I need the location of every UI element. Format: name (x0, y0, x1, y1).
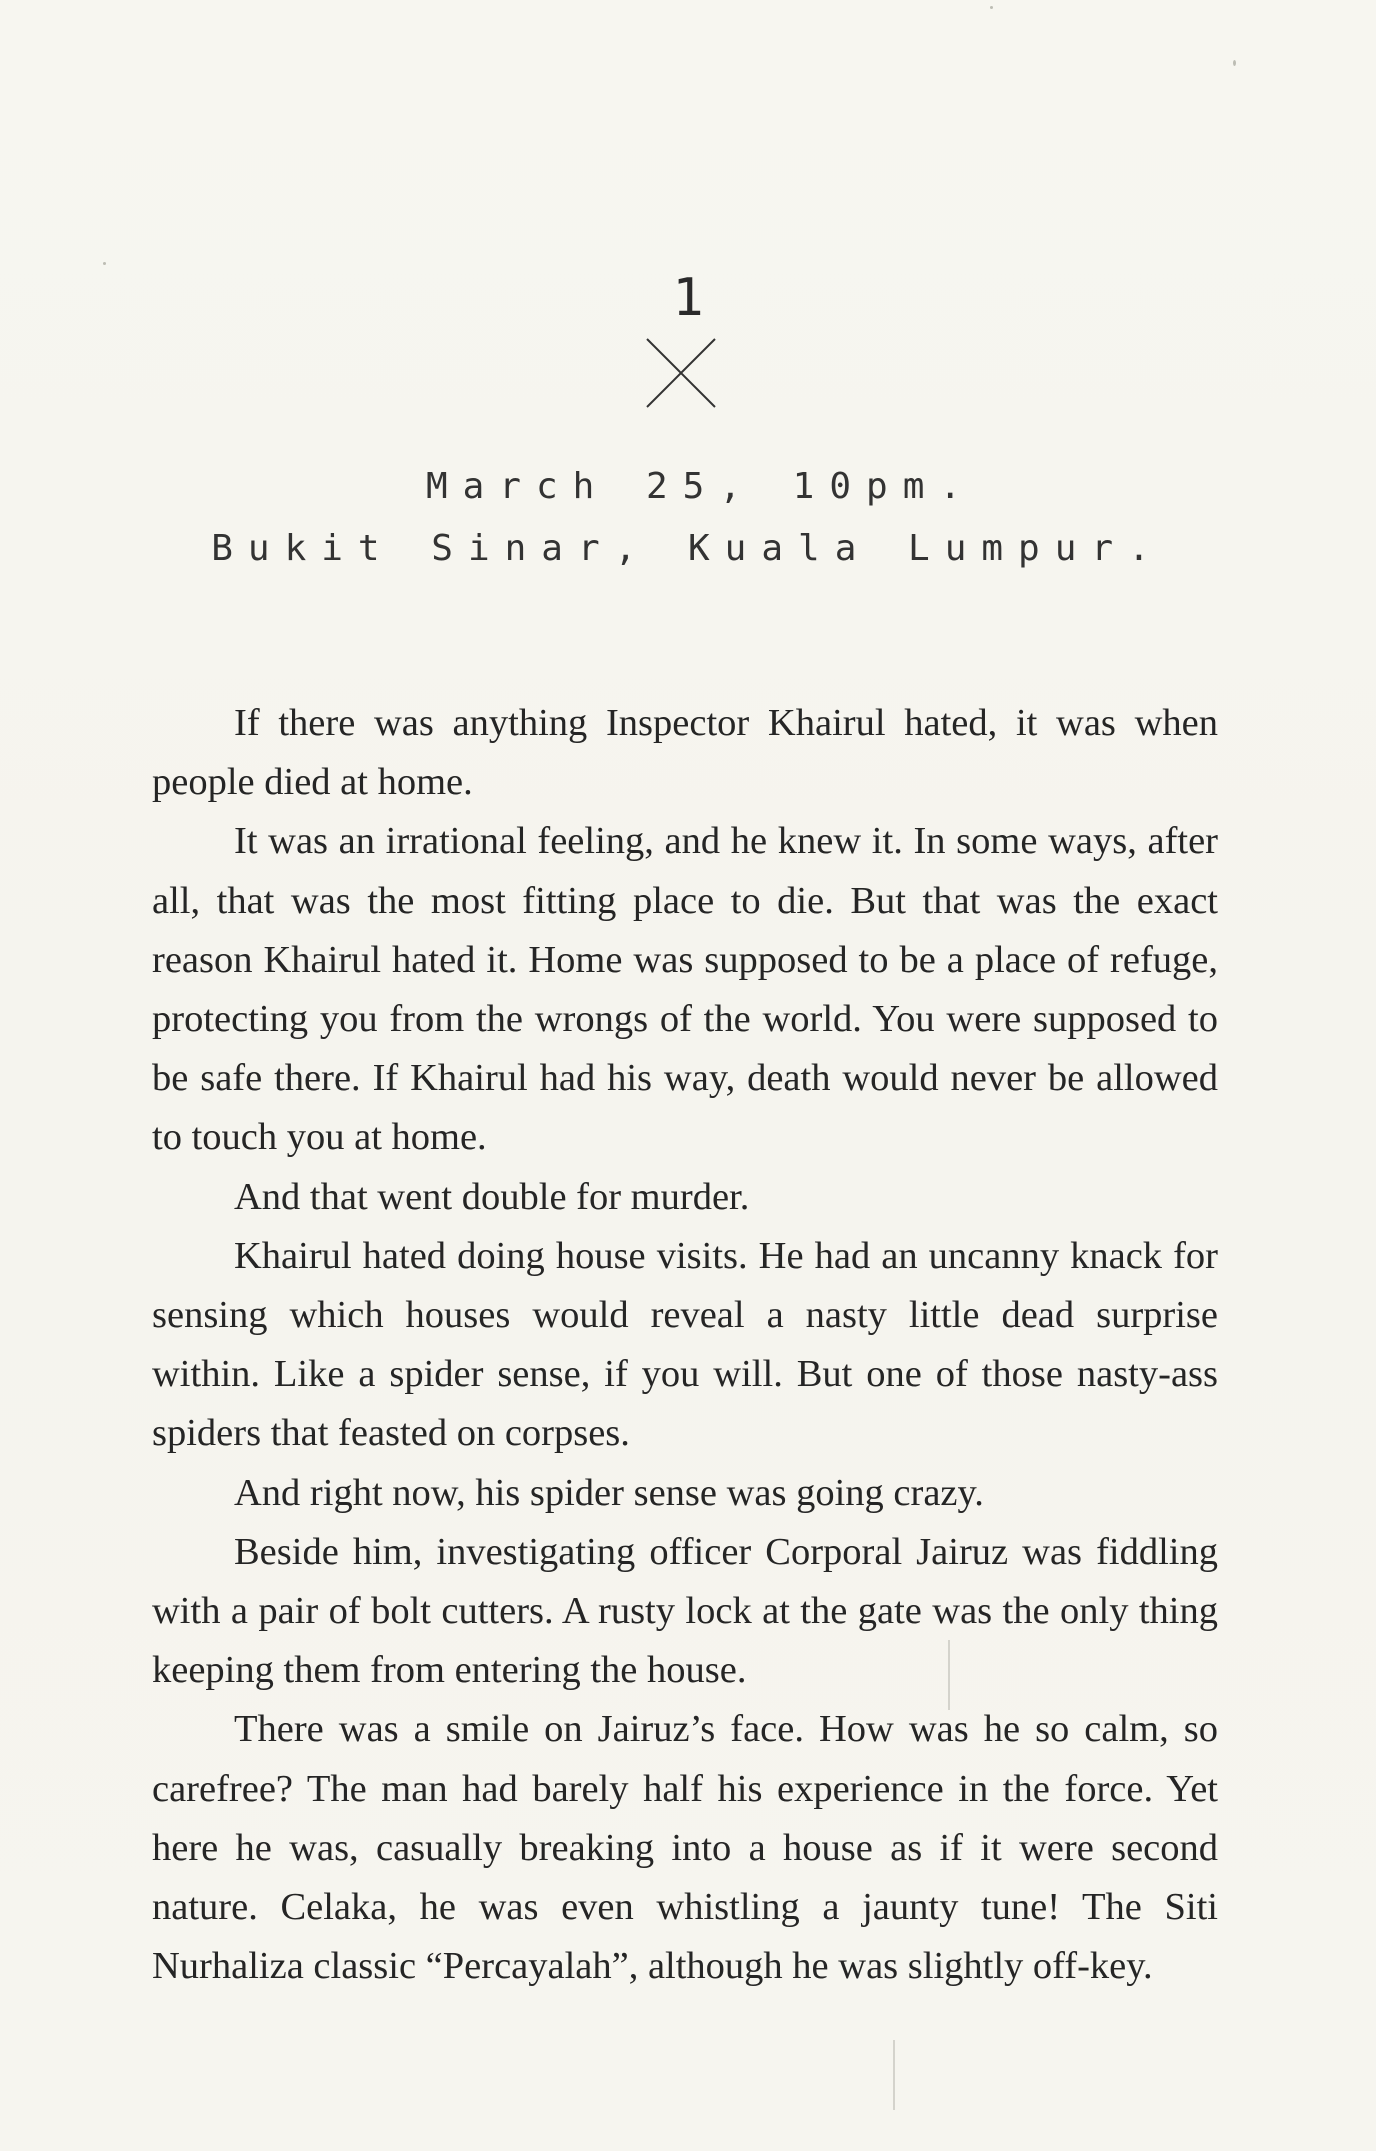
x-mark-icon (643, 335, 719, 411)
chapter-body (152, 694, 1218, 1996)
paper-speck (1233, 60, 1236, 66)
paragraph: And that went double for murder. (234, 1175, 750, 1218)
chapter-location-heading: Bukit Sinar, Kuala Lumpur. (211, 528, 1165, 569)
paragraph: And right now, his spider sense was going crazy. (234, 1471, 984, 1514)
chapter-number: 1 (672, 268, 704, 328)
paper-crease (893, 2040, 895, 2110)
paper-speck (990, 6, 993, 9)
paragraph: Khairul hated doing house visits. He had an uncanny knack for sensing which houses would reveal a nasty little dead surprise within. Like a spider sense, if you will. But one of those nasty-ass spiders that feasted on corpses. (152, 1234, 1218, 1455)
paragraph: If there was anything Inspector Khairul hated, it was when people died at home. (152, 702, 1218, 804)
paper-speck (103, 262, 106, 265)
paragraph: There was a smile on Jairuz’s face. How was he so calm, so carefree? The man had barely half his experience in the force. Yet here he was, casually breaking into a house as if it were second nature. Celaka, he was even whistling a jaunty tune! The Siti Nurhaliza classic “Percayalah”, although he was slightly off-key. (152, 1708, 1218, 1988)
chapter-date-heading: March 25, 10pm. (425, 466, 977, 507)
paragraph: Beside him, investigating officer Corporal Jairuz was fiddling with a pair of bolt cutters. A rusty lock at the gate was the only thing keeping them from entering the house. (152, 1530, 1218, 1692)
paragraph: It was an irrational feeling, and he knew it. In some ways, after all, that was the most fitting place to die. But that was the exact reason Khairul hated it. Home was supposed to be a place of refuge, protecting you from the wrongs of the world. You were supposed to be safe there. If Khairul had his way, death would never be allowed to touch you at home. (152, 820, 1218, 1159)
